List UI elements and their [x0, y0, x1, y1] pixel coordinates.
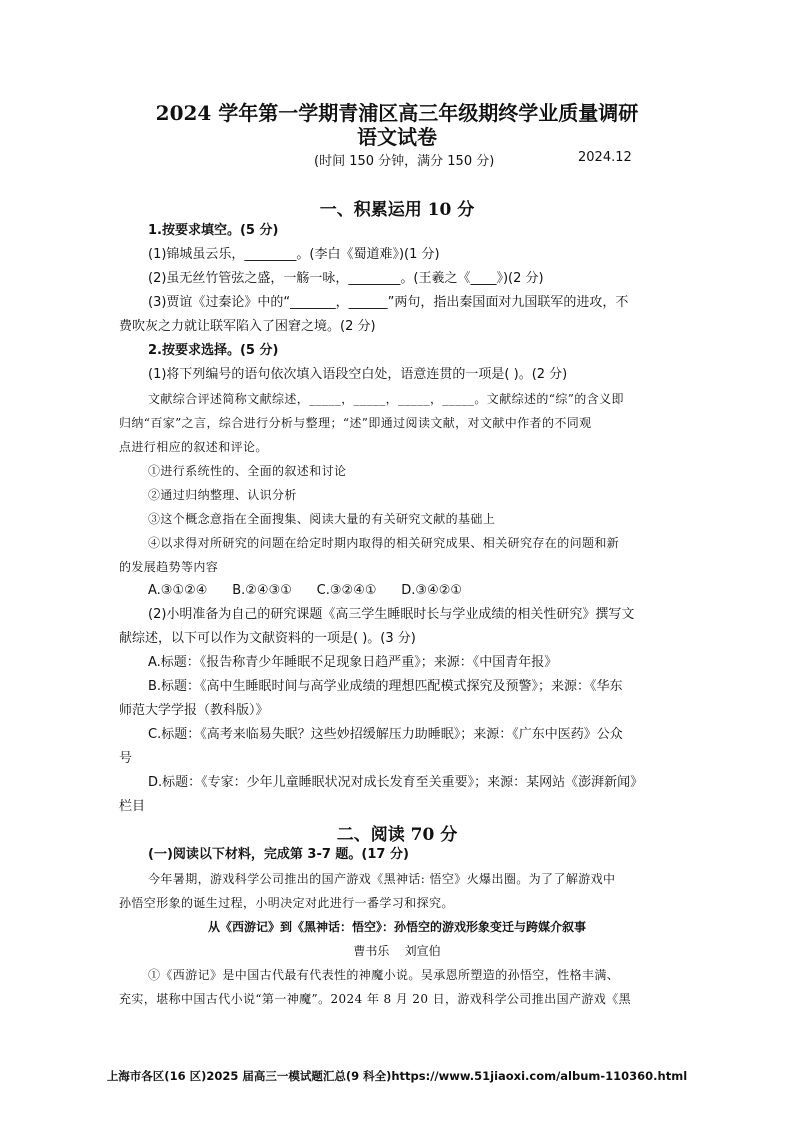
- exam-date: 2024.12: [578, 150, 632, 165]
- passage-line: 点进行相应的叙述和评论。: [119, 440, 268, 454]
- q1-item-1: (1)锦城虽云乐，________。(李白《蜀道难》)(1 分): [148, 247, 440, 262]
- option-d: D.标题：《专家：少年儿童睡眠状况对成长发育至关重要》；来源：某网站《澎湃新闻》: [148, 775, 644, 790]
- exam-subtitle: 语文试卷: [357, 125, 437, 149]
- option-a: A.标题：《报告称青少年睡眠不足现象日趋严重》；来源：《中国青年报》: [148, 655, 558, 670]
- q1-item-2: (2)虽无丝竹管弦之盛，一觞一咏，________。(王羲之《____》)(2 分): [148, 271, 544, 286]
- q2-1-options: A.③①②④ B.②④③① C.③②④① D.③④②①: [148, 583, 463, 598]
- passage-line: 文献综合评述简称文献综述，_____，_____，_____，_____。文献综述的“综”的含义即: [148, 392, 624, 406]
- q1-item-3-cont: 费吹灰之力就让联军陷入了困窘之境。(2 分): [119, 319, 376, 334]
- article-authors: 曹书乐 刘宣伯: [353, 944, 441, 958]
- time-info: (时间 150 分钟，满分 150 分): [314, 154, 495, 169]
- statement-2: ②通过归纳整理、认识分析: [148, 488, 297, 502]
- option-c-cont: 号: [119, 751, 133, 766]
- footer-link[interactable]: 上海市各区(16 区)2025 届高三一模试题汇总(9 科全)https://www.51jiaoxi.com/album-110360.html: [106, 1069, 688, 1083]
- q1-title: 1.按要求填空。(5 分): [148, 223, 279, 238]
- q2-1-prompt: (1)将下列编号的语句依次填入语段空白处，语意连贯的一项是( )。(2 分): [148, 367, 568, 382]
- section-1-heading: 一、积累运用 10 分: [319, 200, 475, 220]
- statement-4-cont: 的发展趋势等内容: [119, 560, 219, 574]
- statement-4: ④以求得对所研究的问题在给定时期内取得的相关研究成果、相关研究存在的问题和新: [148, 536, 620, 550]
- statement-3: ③这个概念意指在全面搜集、阅读大量的有关研究文献的基础上: [148, 512, 496, 526]
- part-1-title: (一)阅读以下材料，完成第 3-7 题。(17 分): [148, 847, 409, 862]
- exam-title: 2024 学年第一学期青浦区高三年级期终学业质量调研: [155, 101, 639, 125]
- q2-title: 2.按要求选择。(5 分): [148, 343, 279, 358]
- intro-line: 今年暑期，游戏科学公司推出的国产游戏《黑神话: 悟空》火爆出圈。为了了解游戏中: [148, 872, 616, 886]
- option-c: C.标题：《高考来临易失眠？这些妙招缓解压力助睡眠》；来源：《广东中医药》公众: [148, 727, 623, 742]
- q2-2-prompt-cont: 献综述，以下可以作为文献资料的一项是( )。(3 分): [119, 631, 416, 646]
- option-b: B.标题：《高中生睡眠时间与高学业成绩的理想匹配模式探究及预警》；来源：《华东: [148, 679, 623, 694]
- q2-2-prompt: (2)小明准备为自己的研究课题《高三学生睡眠时长与学业成绩的相关性研究》撰写文: [148, 607, 635, 622]
- paragraph-line: 充实，堪称中国古代小说“第一神魔”。2024 年 8 月 20 日，游戏科学公司推出国产游戏《黑: [119, 992, 631, 1006]
- intro-line: 孙悟空形象的诞生过程，小明决定对此进行一番学习和探究。: [119, 896, 454, 910]
- statement-1: ①进行系统性的、全面的叙述和讨论: [148, 464, 347, 478]
- article-title: 从《西游记》到《黑神话：悟空》：孙悟空的游戏形象变迁与跨媒介叙事: [207, 920, 586, 934]
- section-2-heading: 二、阅读 70 分: [336, 825, 458, 845]
- option-b-cont: 师范大学学报（教科版）》: [119, 703, 269, 718]
- passage-line: 归纳“百家”之言，综合进行分析与整理；“述”即通过阅读文献，对文献中作者的不同观: [119, 416, 592, 430]
- paragraph-line: ①《西游记》是中国古代最有代表性的神魔小说。吴承恩所塑造的孙悟空，性格丰满、: [148, 968, 620, 982]
- q1-item-3: (3)贾谊《过秦论》中的“_______，______”两句，指出秦国面对九国联军的进攻，不: [148, 295, 629, 310]
- option-d-cont: 栏目: [119, 799, 146, 814]
